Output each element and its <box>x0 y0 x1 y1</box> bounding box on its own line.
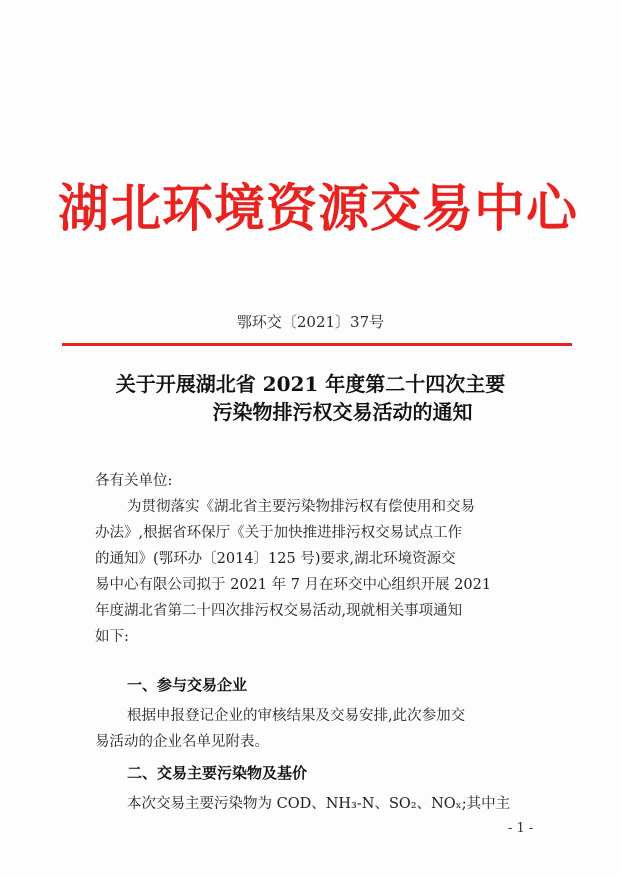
body-paragraph-line: 根据申报登记企业的审核结果及交易安排,此次参加交 <box>127 708 466 724</box>
red-divider <box>62 343 572 346</box>
body-paragraph-line: 办法》,根据省环保厅《关于加快推进排污权交易试点工作 <box>95 525 463 541</box>
section-heading-participants: 一、参与交易企业 <box>127 676 248 694</box>
body-paragraph-line: 的通知》(鄂环办〔2014〕125 号)要求,湖北环境资源交 <box>95 551 456 567</box>
salutation: 各有关单位: <box>95 473 173 489</box>
page-number: - 1 - <box>508 821 534 836</box>
section-heading-pollutants: 二、交易主要污染物及基价 <box>127 764 308 782</box>
body-paragraph-line: 易活动的企业名单见附表。 <box>95 734 269 750</box>
body-paragraph-line: 易中心有限公司拟于 2021 年 7 月在环交中心组织开展 2021 <box>95 577 492 593</box>
body-paragraph-line: 如下: <box>95 629 129 645</box>
body-paragraph-line: 为贯彻落实《湖北省主要污染物排污权有偿使用和交易 <box>127 499 475 515</box>
notice-title-line-1: 关于开展湖北省 2021 年度第二十四次主要 <box>115 372 506 396</box>
document-number: 鄂环交〔2021〕37号 <box>236 313 385 331</box>
body-paragraph-line: 年度湖北省第二十四次排污权交易活动,现就相关事项通知 <box>95 603 463 619</box>
notice-title-line-2: 污染物排污权交易活动的通知 <box>212 400 473 424</box>
body-paragraph-line: 本次交易主要污染物为 COD、NH₃-N、SO₂、NOₓ;其中主 <box>127 796 511 812</box>
organization-title: 湖北环境资源交易中心 <box>58 180 579 239</box>
